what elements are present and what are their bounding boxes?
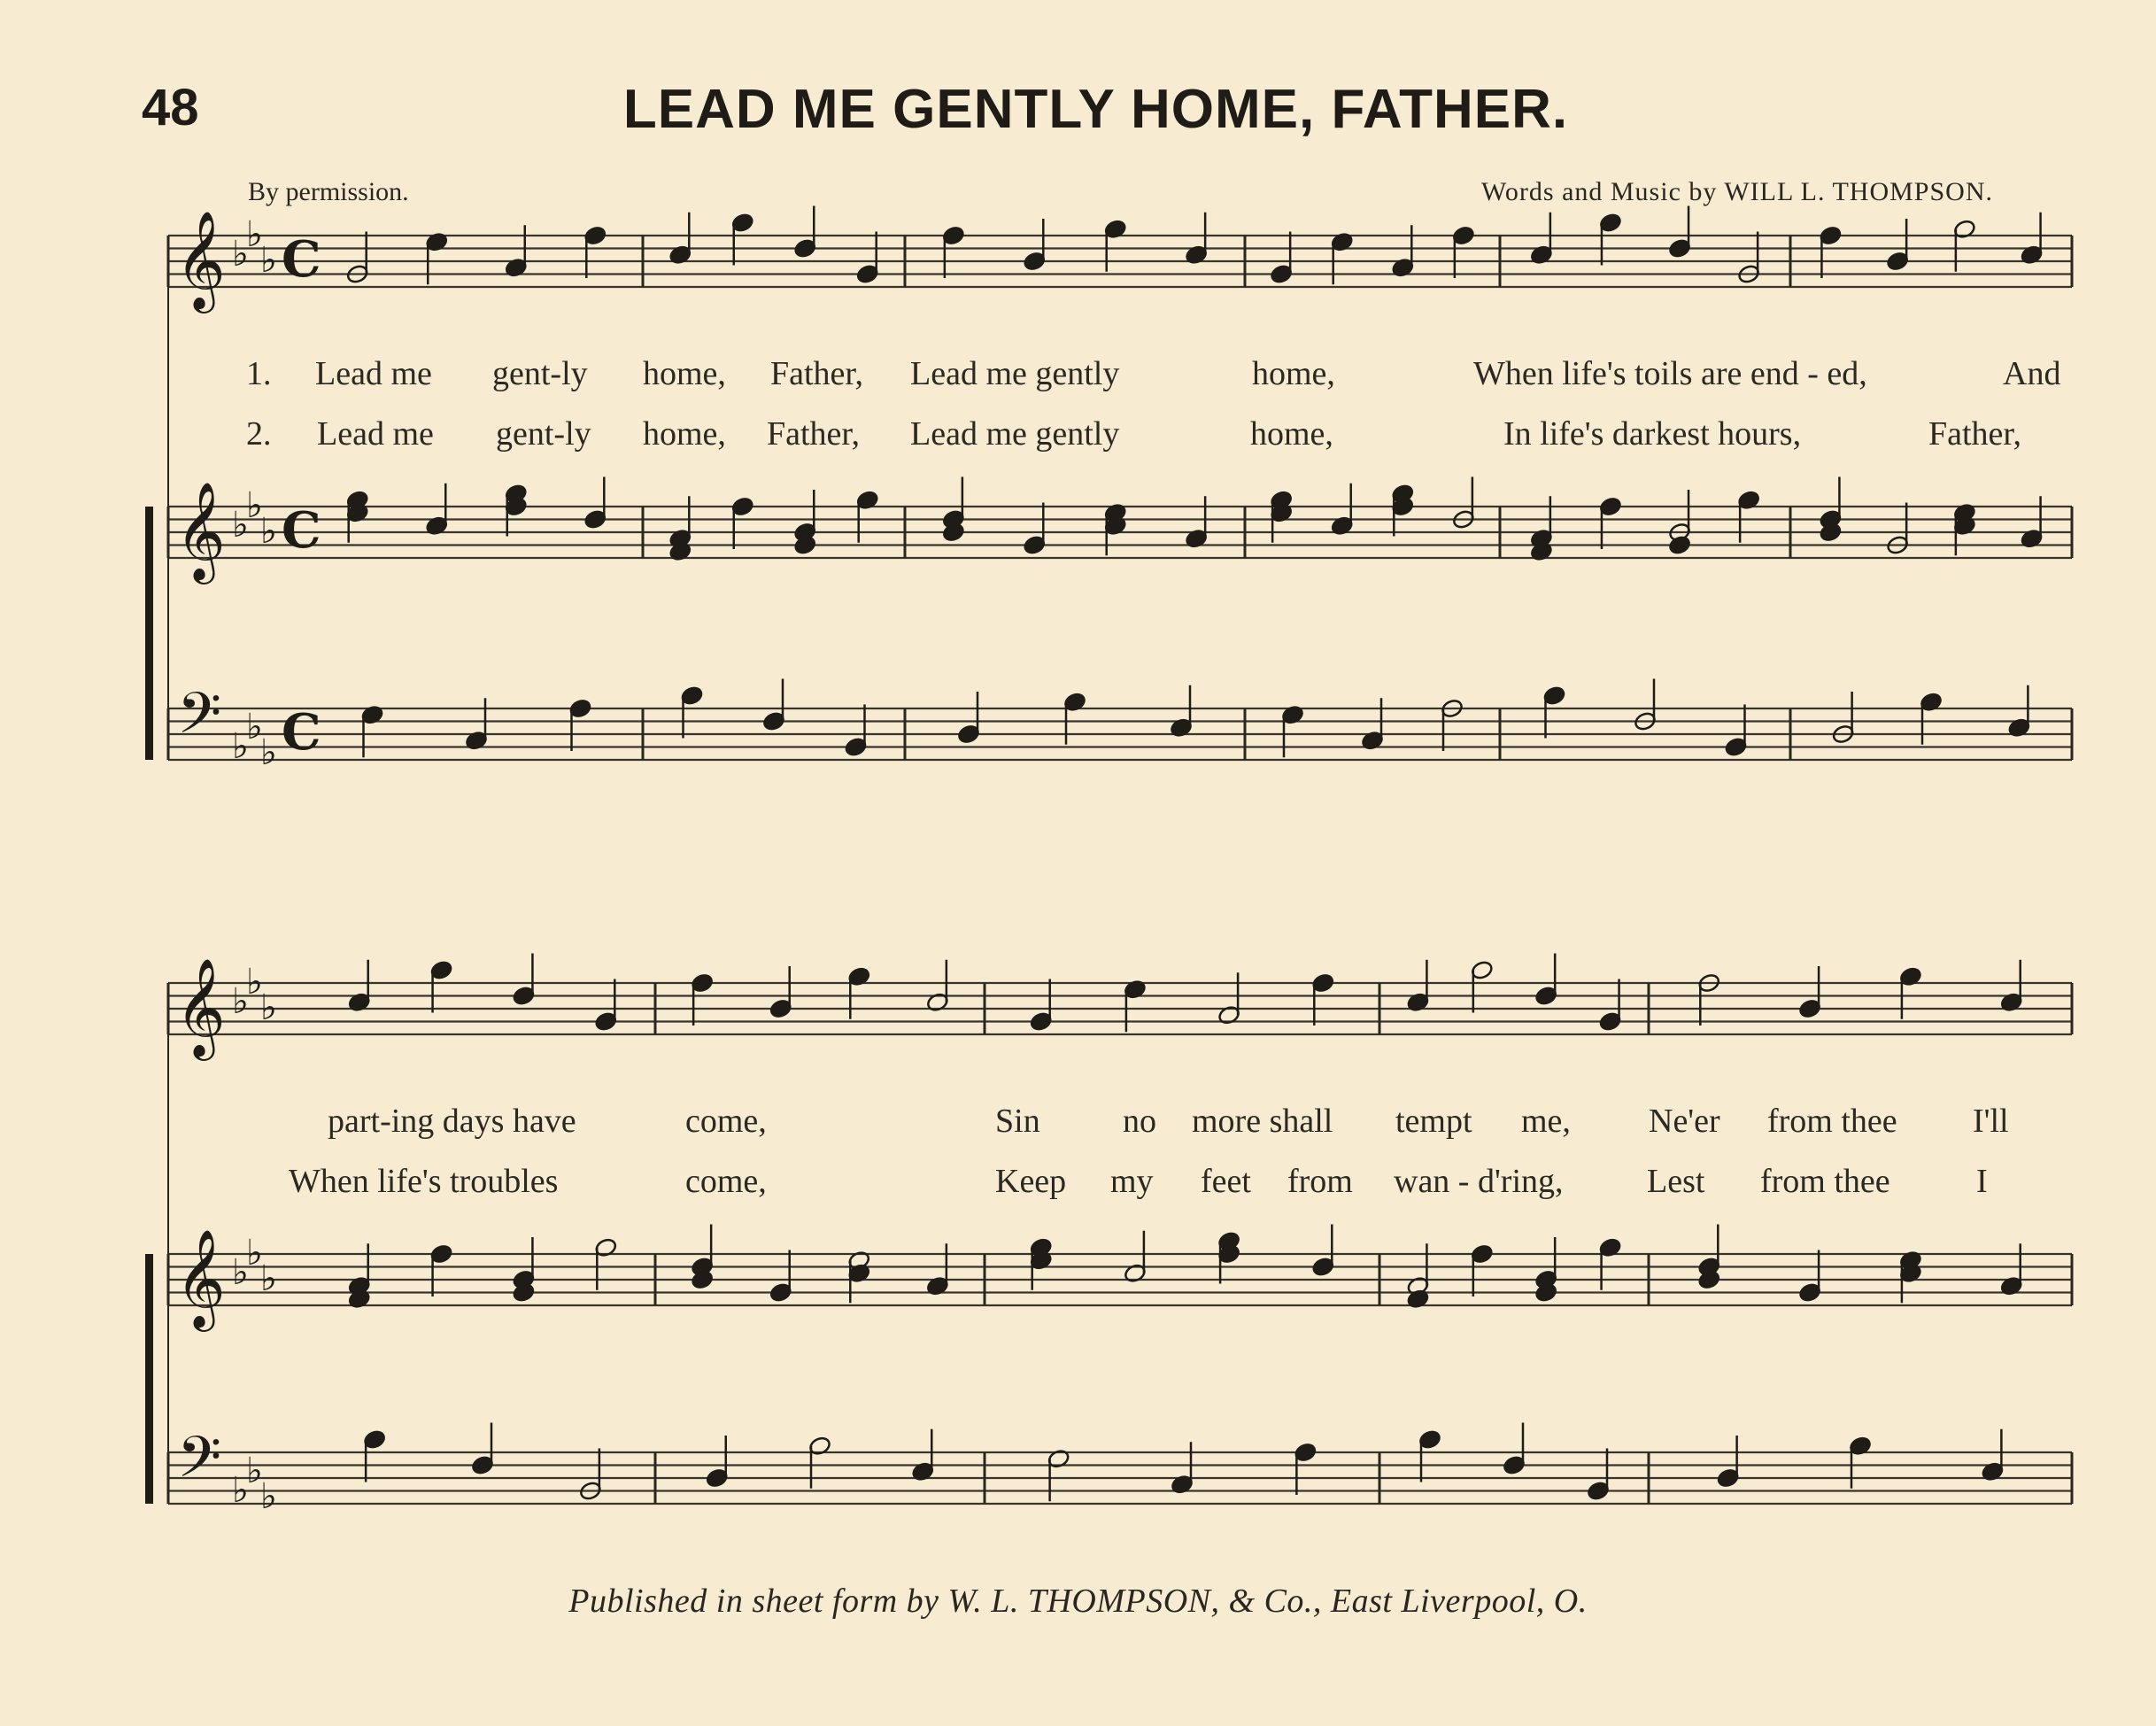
flat-icon: ♭ <box>232 1252 249 1293</box>
system-brace <box>145 1254 153 1504</box>
system-brace <box>145 507 153 760</box>
lyric-s1-v1-8: And <box>2003 355 2061 392</box>
system-braces <box>145 507 153 1504</box>
lyric-s1-v1-2: gent-ly <box>492 355 588 392</box>
flat-icon: ♭ <box>260 987 277 1028</box>
lyric-s2-v1-9: I'll <box>1973 1103 2009 1140</box>
flat-icon: ♭ <box>232 981 249 1022</box>
flat-icon: ♭ <box>246 1233 263 1273</box>
treble-clef-icon: 𝄞 <box>175 210 226 309</box>
lyric-s1-v2-5: Lead me gently <box>910 415 1120 453</box>
lyric-s2-v2-4: feet <box>1201 1163 1251 1200</box>
common-time-icon: C <box>282 703 321 762</box>
lyric-s2-v2-3: my <box>1110 1163 1154 1200</box>
clefs <box>175 210 226 1505</box>
notes <box>345 206 2044 1502</box>
lyric-s1-v1-7: When life's toils are end - ed, <box>1473 355 1867 392</box>
flat-icon: ♭ <box>232 1470 249 1511</box>
lyric-s1-v2-1: Lead me <box>317 415 434 453</box>
flat-icon: ♭ <box>246 485 263 526</box>
bass-clef-icon: 𝄢 <box>177 1425 222 1505</box>
permission-note: By permission. <box>248 177 409 206</box>
lyric-s2-v1-4: more shall <box>1192 1103 1333 1140</box>
treble-clef-icon: 𝄞 <box>175 1228 226 1327</box>
lyric-s2-v2-5: from <box>1287 1163 1353 1200</box>
flat-icon: ♭ <box>246 707 263 747</box>
time-signatures <box>282 230 321 762</box>
lyric-s1-v2-7: In life's darkest hours, <box>1503 415 1802 453</box>
flat-icon: ♭ <box>232 505 249 546</box>
bass-clef-icon: 𝄢 <box>177 681 222 761</box>
lyric-s2-v2-6: wan - d'ring, <box>1394 1163 1564 1200</box>
page-title: LEAD ME GENTLY HOME, FATHER. <box>622 79 1569 140</box>
flat-icon: ♭ <box>260 1476 277 1517</box>
lyric-s2-v2-8: from thee <box>1760 1163 1890 1200</box>
lyric-s2-v1-0: part-ing days have <box>328 1103 576 1140</box>
key-signatures <box>232 214 277 1517</box>
lyric-s2-v1-2: Sin <box>995 1103 1040 1140</box>
lyric-s2-v2-2: Keep <box>995 1163 1067 1200</box>
lyric-s2-v1-1: come, <box>685 1103 767 1140</box>
lyric-s1-v1-4: Father, <box>770 355 864 392</box>
composer-credit: Words and Music by WILL L. THOMPSON. <box>1480 177 1993 206</box>
lyric-s1-v1-0: 1. <box>246 355 272 392</box>
lyric-s1-v2-4: Father, <box>767 415 861 453</box>
page-number: 48 <box>142 79 199 136</box>
lyric-s2-v2-7: Lest <box>1647 1163 1705 1200</box>
flat-icon: ♭ <box>246 962 263 1002</box>
flat-icon: ♭ <box>260 732 277 773</box>
lyric-s1-v2-8: Father, <box>1928 415 2022 453</box>
common-time-icon: C <box>282 501 321 560</box>
lyric-s1-v1-6: home, <box>1252 355 1335 392</box>
flat-icon: ♭ <box>260 511 277 552</box>
flat-icon: ♭ <box>260 240 277 281</box>
treble-clef-icon: 𝄞 <box>175 481 226 580</box>
lyric-s1-v1-3: home, <box>643 355 726 392</box>
flat-icon: ♭ <box>260 1258 277 1299</box>
flat-icon: ♭ <box>232 234 249 275</box>
lyric-s2-v1-8: from thee <box>1767 1103 1897 1140</box>
publisher-note: Published in sheet form by W. L. THOMPSON, & Co., East Liverpool, O. <box>568 1583 1588 1620</box>
lyric-s2-v1-5: tempt <box>1395 1103 1472 1140</box>
lyric-s1-v2-6: home, <box>1250 415 1333 453</box>
lyric-s2-v1-7: Ne'er <box>1649 1103 1720 1140</box>
lyric-s1-v2-2: gent-ly <box>496 415 591 453</box>
treble-clef-icon: 𝄞 <box>175 957 226 1056</box>
flat-icon: ♭ <box>232 726 249 767</box>
lyric-s2-v1-6: me, <box>1521 1103 1571 1140</box>
common-time-icon: C <box>282 230 321 289</box>
lyric-s2-v2-1: come, <box>685 1163 767 1200</box>
lyric-s2-v2-9: I <box>1976 1163 1988 1200</box>
lyric-s1-v2-0: 2. <box>246 415 272 453</box>
flat-icon: ♭ <box>246 214 263 255</box>
lyric-s1-v1-5: Lead me gently <box>910 355 1120 392</box>
flat-icon: ♭ <box>246 1451 263 1491</box>
lyric-s1-v2-3: home, <box>643 415 726 453</box>
lyric-s1-v1-1: Lead me <box>315 355 432 392</box>
lyric-s2-v1-3: no <box>1123 1103 1156 1140</box>
lyric-s2-v2-0: When life's troubles <box>289 1163 559 1200</box>
